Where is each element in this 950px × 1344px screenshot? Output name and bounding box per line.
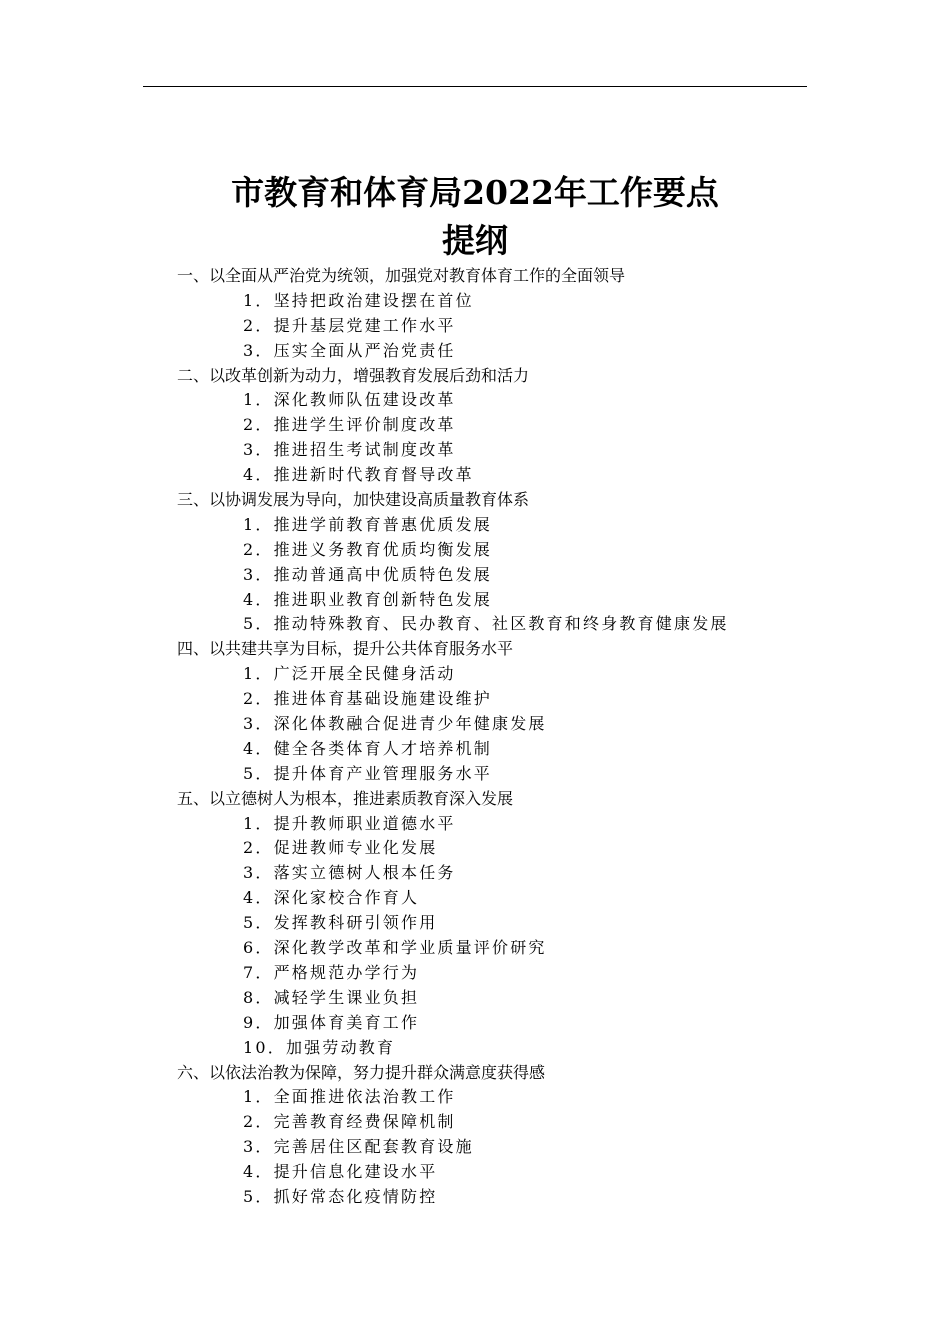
section-heading: 二、以改革创新为动力，增强教育发展后劲和活力 xyxy=(177,365,530,385)
list-item xyxy=(0,1011,950,1036)
item-text: 提升体育产业管理服务水平 xyxy=(273,763,492,783)
item-number: 9． xyxy=(243,1012,274,1032)
item-number: 5． xyxy=(243,763,274,783)
item-text: 推进学前教育普惠优质发展 xyxy=(273,514,492,534)
list-item xyxy=(0,712,950,737)
item-number: 3． xyxy=(243,564,274,584)
list-item xyxy=(0,314,950,339)
list-item xyxy=(0,339,950,364)
list-item xyxy=(0,1085,950,1110)
item-number: 5． xyxy=(243,614,274,634)
list-item xyxy=(0,438,950,463)
item-number: 1． xyxy=(243,390,274,410)
item-number: 5． xyxy=(243,913,274,933)
list-item xyxy=(0,936,950,961)
item-number: 2． xyxy=(243,539,274,559)
item-text: 严格规范办学行为 xyxy=(273,962,420,982)
list-item xyxy=(0,538,950,563)
list-item xyxy=(0,911,950,936)
header-rule xyxy=(143,86,807,87)
item-text: 深化体教融合促进青少年健康发展 xyxy=(273,714,547,734)
item-number: 2． xyxy=(243,1112,274,1132)
section-heading: 六、以依法治教为保障，努力提升群众满意度获得感 xyxy=(177,1062,546,1082)
item-text: 加强体育美育工作 xyxy=(273,1012,420,1032)
section-heading: 一、以全面从严治党为统领，加强党对教育体育工作的全面领导 xyxy=(177,266,626,285)
list-item xyxy=(0,388,950,413)
list-item xyxy=(0,1160,950,1185)
item-text: 深化教学改革和学业质量评价研究 xyxy=(273,938,547,958)
item-text: 提升基层党建工作水平 xyxy=(273,315,456,335)
item-number: 2． xyxy=(243,415,274,435)
item-number: 2． xyxy=(243,838,274,858)
section-heading: 五、以立德树人为根本，推进素质教育深入发展 xyxy=(177,788,514,808)
list-item xyxy=(0,662,950,687)
item-number: 3． xyxy=(243,1137,274,1157)
item-text: 深化教师队伍建设改革 xyxy=(273,390,456,410)
item-number: 1． xyxy=(243,514,274,534)
item-text: 完善居住区配套教育设施 xyxy=(273,1137,474,1157)
document-subtitle: 提纲 xyxy=(442,221,508,260)
list-item xyxy=(0,463,950,488)
list-item xyxy=(0,513,950,538)
item-text: 推进体育基础设施建设维护 xyxy=(273,689,492,709)
item-text: 提升信息化建设水平 xyxy=(273,1162,438,1182)
item-text: 发挥教科研引领作用 xyxy=(273,913,438,933)
item-number: 2． xyxy=(243,689,274,709)
item-text: 推进新时代教育督导改革 xyxy=(273,465,474,485)
item-text: 坚持把政治建设摆在首位 xyxy=(273,290,474,310)
item-number: 4． xyxy=(243,589,274,609)
item-text: 完善教育经费保障机制 xyxy=(273,1112,456,1132)
list-item xyxy=(0,687,950,712)
list-item xyxy=(0,861,950,886)
section-heading: 四、以共建共享为目标，提升公共体育服务水平 xyxy=(177,639,514,659)
item-number: 4． xyxy=(243,465,274,485)
document-title: 市教育和体育局2022年工作要点 xyxy=(231,173,719,212)
list-item xyxy=(0,413,950,438)
item-number: 4． xyxy=(243,1162,274,1182)
list-item xyxy=(0,1185,950,1210)
item-number: 1． xyxy=(243,813,274,833)
list-item xyxy=(0,986,950,1011)
item-text: 推动普通高中优质特色发展 xyxy=(273,564,492,584)
list-item xyxy=(0,1110,950,1135)
item-text: 落实立德树人根本任务 xyxy=(273,863,456,883)
item-number: 4． xyxy=(243,738,274,758)
item-number: 3． xyxy=(243,714,274,734)
list-item xyxy=(0,836,950,861)
item-text: 推进职业教育创新特色发展 xyxy=(273,589,492,609)
list-item xyxy=(0,961,950,986)
list-item xyxy=(0,762,950,787)
list-item xyxy=(0,886,950,911)
item-number: 3． xyxy=(243,863,274,883)
list-item xyxy=(0,737,950,762)
item-text: 广泛开展全民健身活动 xyxy=(273,664,456,684)
item-number: 4． xyxy=(243,888,274,908)
list-item xyxy=(0,812,950,837)
list-item xyxy=(0,588,950,613)
item-text: 减轻学生课业负担 xyxy=(273,987,420,1007)
item-number: 8． xyxy=(243,987,274,1007)
item-text: 促进教师专业化发展 xyxy=(273,838,438,858)
item-text: 健全各类体育人才培养机制 xyxy=(273,738,492,758)
item-text: 加强劳动教育 xyxy=(285,1037,396,1057)
list-item xyxy=(0,289,950,314)
outline xyxy=(0,264,950,1210)
item-text: 提升教师职业道德水平 xyxy=(273,813,456,833)
item-number: 6． xyxy=(243,938,274,958)
item-text: 深化家校合作育人 xyxy=(273,888,420,908)
list-item xyxy=(0,1036,950,1061)
item-text: 全面推进依法治教工作 xyxy=(273,1087,456,1107)
item-number: 1． xyxy=(243,664,274,684)
section-heading: 三、以协调发展为导向，加快建设高质量教育体系 xyxy=(177,490,530,510)
item-text: 压实全面从严治党责任 xyxy=(273,340,456,360)
item-number: 3． xyxy=(243,440,274,460)
item-text: 推进招生考试制度改革 xyxy=(273,440,456,460)
list-item xyxy=(0,612,950,637)
item-number: 10． xyxy=(243,1037,286,1057)
item-text: 推动特殊教育、民办教育、社区教育和终身教育健康发展 xyxy=(273,614,729,634)
list-item xyxy=(0,1135,950,1160)
item-number: 5． xyxy=(243,1186,274,1206)
item-text: 抓好常态化疫情防控 xyxy=(273,1186,438,1206)
item-number: 1． xyxy=(243,1087,274,1107)
item-text: 推进学生评价制度改革 xyxy=(273,415,456,435)
list-item xyxy=(0,563,950,588)
item-number: 2． xyxy=(243,315,274,335)
item-number: 7． xyxy=(243,962,274,982)
item-number: 1． xyxy=(243,290,274,310)
item-text: 推进义务教育优质均衡发展 xyxy=(273,539,492,559)
item-number: 3． xyxy=(243,340,274,360)
